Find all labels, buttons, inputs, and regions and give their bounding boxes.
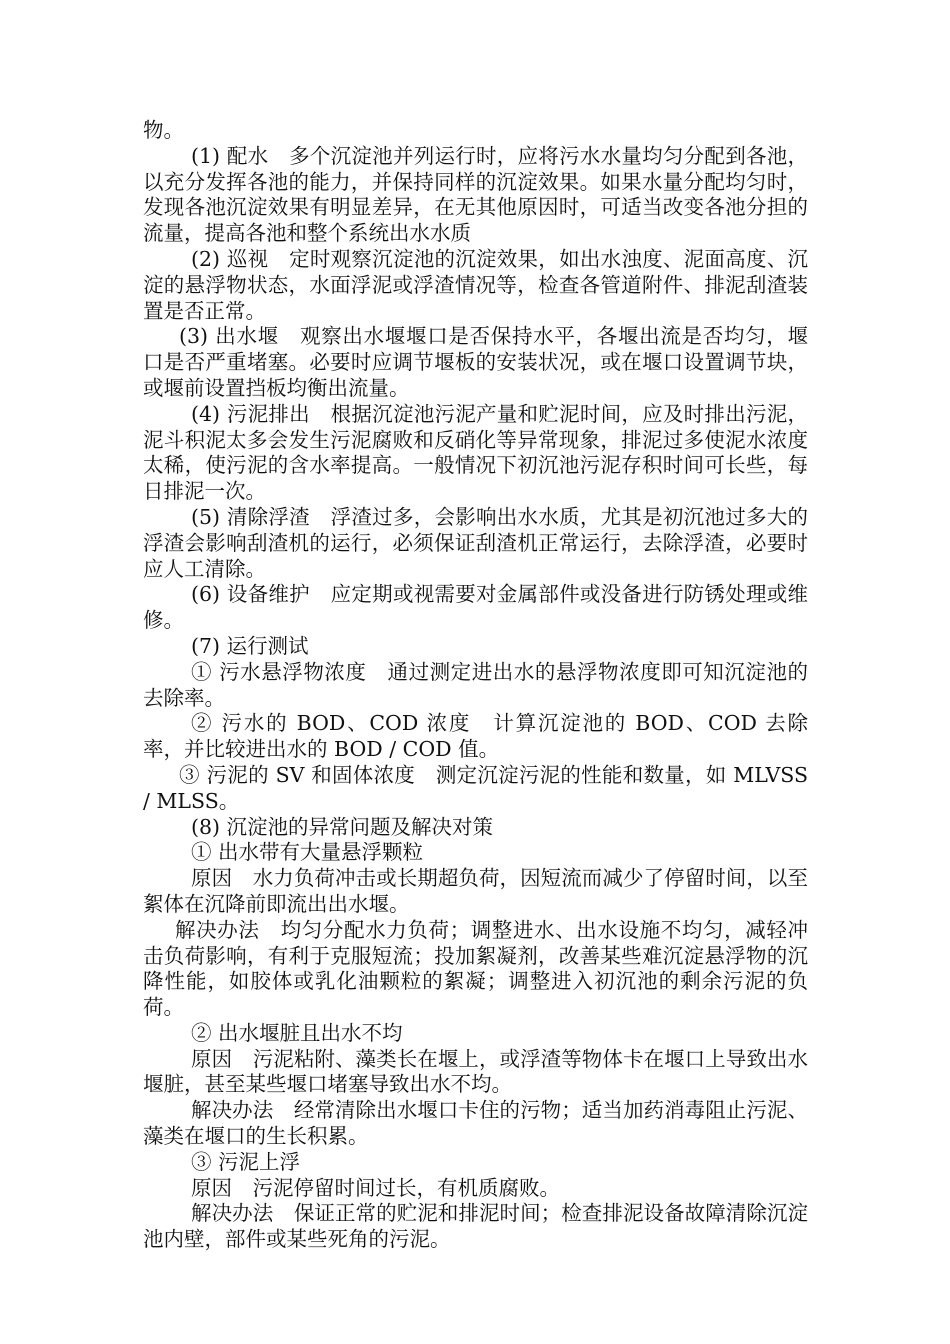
- paragraph-outlet-weir: (3) 出水堰 观察出水堰堰口是否保持水平，各堰出流是否均匀，堰口是否严重堵塞。必要时应调节堰板的安装状况，或在堰口设置调节块，或堰前设置挡板均衡出流量。: [143, 324, 808, 400]
- solution-paragraph-3: 解决办法 保证正常的贮泥和排泥时间；检查排泥设备故障清除沉淀池内壁，部件或某些死角的污泥。: [143, 1201, 808, 1252]
- cause-paragraph-2: 原因 污泥粘附、藻类长在堰上，或浮渣等物体卡在堰口上导致出水堰脏，甚至某些堰口堵塞导致出水不均。: [143, 1046, 808, 1097]
- cause-paragraph-3: 原因 污泥停留时间过长，有机质腐败。: [191, 1175, 560, 1200]
- paragraph-inspection: (2) 巡视 定时观察沉淀池的沉淀效果，如出水浊度、泥面高度、沉淀的悬浮物状态，水面浮泥或浮渣情况等，检查各管道附件、排泥刮渣装置是否正常。: [143, 246, 808, 323]
- list-item-suspended-solids: ① 污水悬浮物浓度 通过测定进出水的悬浮物浓度即可知沉淀池的去除率。: [143, 659, 808, 710]
- problem-heading-sludge-floating: ③ 污泥上浮: [191, 1149, 301, 1174]
- paragraph-water-distribution: (1) 配水 多个沉淀池并列运行时，应将污水水量均匀分配到各池，以充分发挥各池的能力，并保持同样的沉淀效果。如果水量分配均匀时，发现各池沉淀效果有明显差异，在无其他原因时，可适当改变各池分担的流量，提高各池和整个系统出水水质: [143, 143, 808, 246]
- paragraph-continuation: 物。: [143, 118, 184, 142]
- solution-paragraph-2: 解决办法 经常清除出水堰口卡住的污物；适当加药消毒阻止污泥、藻类在堰口的生长积累。: [143, 1098, 808, 1149]
- document-body: [143, 118, 808, 1253]
- paragraph-sludge-discharge: (4) 污泥排出 根据沉淀池污泥产量和贮泥时间，应及时排出污泥，泥斗积泥太多会发生污泥腐败和反硝化等异常现象，排泥过多使泥水浓度太稀，使污泥的含水率提高。一般情况下初沉池污泥存积时间可长些，每日排泥一次。: [143, 401, 808, 504]
- problem-heading-dirty-weir: ② 出水堰脏且出水不均: [191, 1020, 403, 1045]
- problem-heading-suspended-particles: ① 出水带有大量悬浮颗粒: [191, 840, 424, 865]
- list-item-sludge-sv: ③ 污泥的 SV 和固体浓度 测定沉淀污泥的性能和数量，如 MLVSS / MLSS。: [143, 762, 808, 813]
- paragraph-equipment-maintenance: (6) 设备维护 应定期或视需要对金属部件或没备进行防锈处理或维修。: [143, 582, 808, 633]
- paragraph-operation-testing: (7) 运行测试: [191, 633, 309, 658]
- solution-paragraph-1: 解决办法 均匀分配水力负荷；调整进水、出水设施不均匀，减轻冲击负荷影响，有利于克服短流；投加絮凝剂，改善某些难沉淀悬浮物的沉降性能，如胶体或乳化油颗粒的絮凝；调整进入初沉池的剩余污泥的负荷。: [143, 917, 808, 1020]
- paragraph-scum-removal: (5) 清除浮渣 浮渣过多，会影响出水水质，尤其是初沉池过多大的浮渣会影响刮渣机的运行，必须保证刮渣机正常运行，去除浮渣，必要时应人工清除。: [143, 504, 808, 581]
- section-heading-abnormal-problems: (8) 沉淀池的异常问题及解决对策: [191, 814, 494, 839]
- list-item-bod-cod: ② 污水的 BOD、COD 浓度 计算沉淀池的 BOD、COD 去除率，并比较进出水的 BOD / COD 值。: [143, 711, 808, 762]
- cause-paragraph-1: 原因 水力负荷冲击或长期超负荷，因短流而减少了停留时间，以至絮体在沉降前即流出出水堰。: [143, 866, 808, 916]
